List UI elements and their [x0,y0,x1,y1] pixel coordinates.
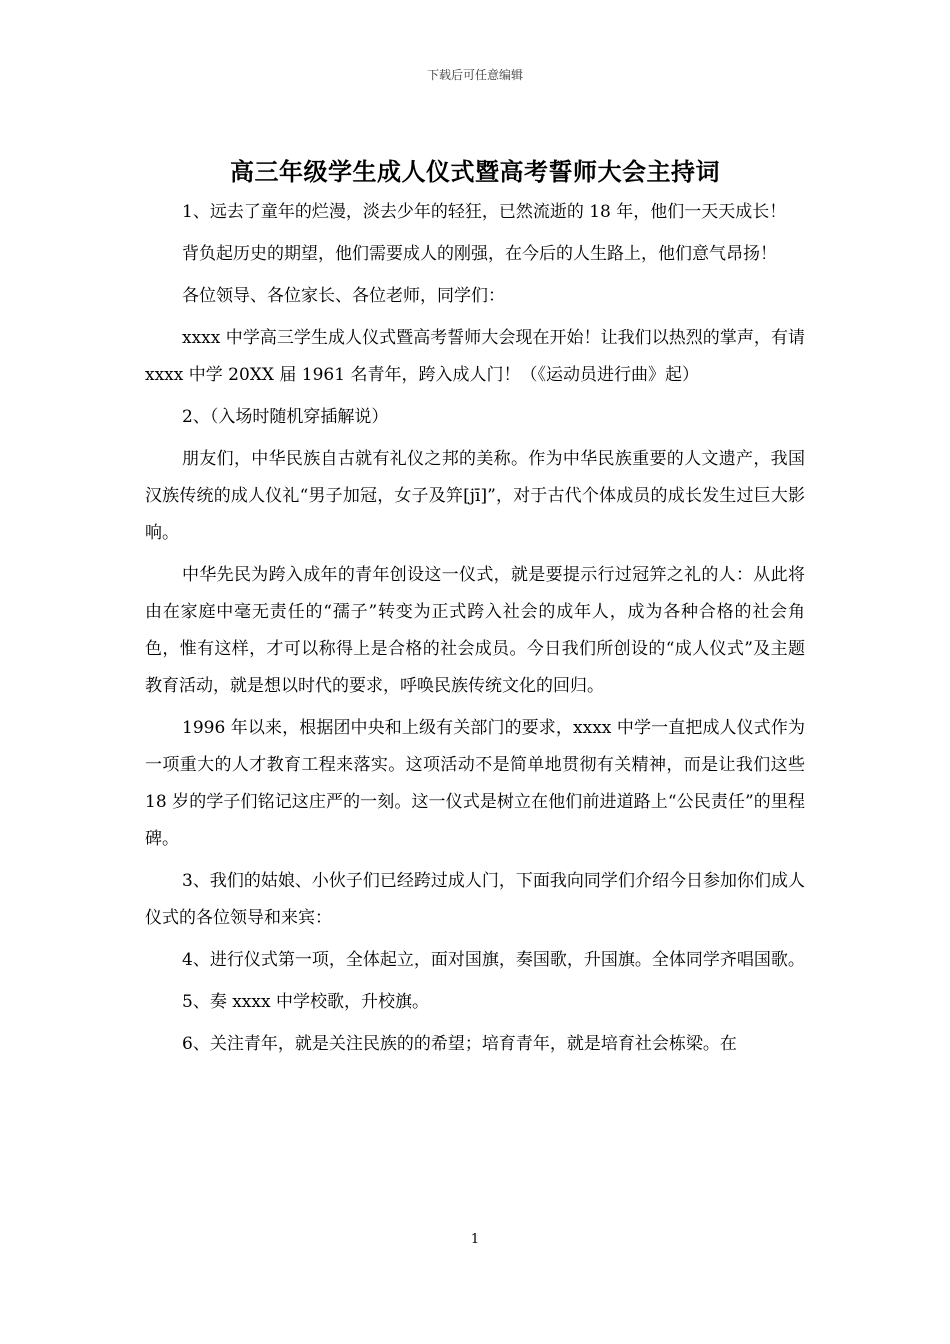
paragraph: xxxx 中学高三学生成人仪式暨高考誓师大会现在开始！让我们以热烈的掌声，有请 xxxx 中学 20XX 届 1961 名青年，跨入成人门！（《运动员进行曲》起） [145,328,805,385]
paragraph: 朋友们，中华民族自古就有礼仪之邦的美称。作为中华民族重要的人文遗产，我国汉族传统的成人仪礼“男子加冠，女子及笄[jī]”，对于古代个体成员的成长发生过巨大影响。 [145,449,805,543]
paragraph: 5、奏 xxxx 中学校歌，升校旗。 [182,992,429,1012]
paragraph: 背负起历史的期望，他们需要成人的刚强，在今后的人生路上，他们意气昂扬！ [182,244,777,264]
download-note: 下载后可任意编辑 [426,68,523,82]
document-title: 高三年级学生成人仪式暨高考誓师大会主持词 [230,157,720,186]
paragraph: 3、我们的姑娘、小伙子们已经跨过成人门，下面我向同学们介绍今日参加你们成人仪式的各位领导和来宾： [145,871,805,928]
paragraph: 中华先民为跨入成年的青年创设这一仪式，就是要提示行过冠笄之礼的人：从此将由在家庭中毫无责任的“孺子”转变为正式跨入社会的成年人，成为各种合格的社会角色，惟有这样，才可以称得上是合格的社会成员。今日我们所创设的“成人仪式”及主题教育活动，就是想以时代的要求，呼唤民族传统文化的回归。 [145,565,805,696]
paragraph: 1996 年以来，根据团中央和上级有关部门的要求，xxxx 中学一直把成人仪式作为一项重大的人才教育工程来落实。这项活动不是简单地贯彻有关精神，而是让我们这些 18 岁的学子们铭记这庄严的一刻。这一仪式是树立在他们前进道路上“公民责任”的里程碑。 [145,718,805,849]
paragraph: 6、关注青年，就是关注民族的的希望；培育青年，就是培育社会栋梁。在 [182,1034,737,1054]
paragraph: 4、进行仪式第一项，全体起立，面对国旗，奏国歌，升国旗。全体同学齐唱国歌。 [182,950,805,970]
document-body [145,194,805,1068]
paragraph: 2、（入场时随机穿插解说） [182,407,389,427]
paragraph: 各位领导、各位家长、各位老师，同学们： [182,286,505,306]
page-number: 1 [470,1232,480,1247]
paragraph: 1、远去了童年的烂漫，淡去少年的轻狂，已然流逝的 18 年，他们一天天成长！ [182,202,787,222]
